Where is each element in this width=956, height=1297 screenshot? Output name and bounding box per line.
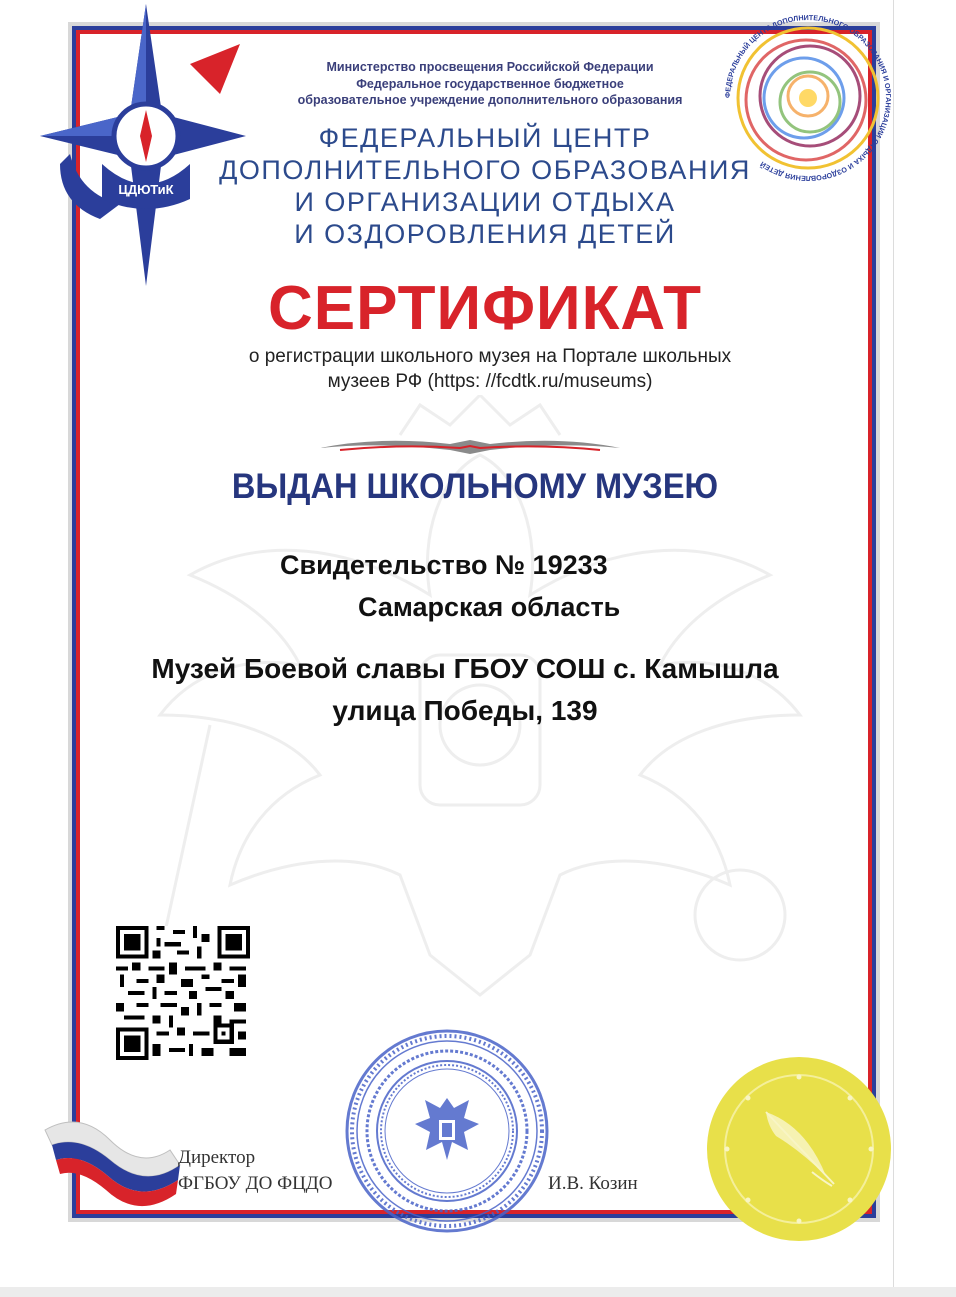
director-title xyxy=(178,1145,332,1197)
tricolor-ribbon-icon xyxy=(40,1110,190,1220)
center-name-line: ФЕДЕРАЛЬНЫЙ ЦЕНТР xyxy=(318,123,652,153)
qr-code-icon xyxy=(116,926,250,1060)
ministry-line: Федеральное государственное бюджетное xyxy=(356,76,624,91)
ribbon-divider-icon xyxy=(320,430,620,460)
certificate-subtitle xyxy=(200,344,780,394)
ministry-line: Министерство просвещения Российской Федерации xyxy=(326,60,654,74)
swirl-ring-text: ФЕДЕРАЛЬНЫЙ ЦЕНТР ДОПОЛНИТЕЛЬНОГО ОБРАЗОВАНИЯ И ОРГАНИЗАЦИИ ОТДЫХА И ОЗДОРОВЛЕНИЯ ДЕТЕЙ xyxy=(722,12,894,184)
ministry-line: образовательное учреждение дополнительного образования xyxy=(297,93,683,107)
region-name: Самарская область xyxy=(358,592,621,622)
signer-name: И.В. Козин xyxy=(548,1173,638,1194)
gold-seal-icon xyxy=(706,1056,892,1242)
official-stamp-icon xyxy=(344,1028,550,1234)
center-name xyxy=(200,122,770,250)
certificate-number: Свидетельство № 19233 xyxy=(280,550,608,580)
center-name-line: И ОЗДОРОВЛЕНИЯ ДЕТЕЙ xyxy=(294,219,676,249)
page-bottom-edge xyxy=(0,1287,956,1297)
subtitle-line: музеев РФ (https: //fcdtk.ru/museums) xyxy=(327,371,653,392)
page-right-rule xyxy=(893,0,894,1287)
certificate-title: СЕРТИФИКАТ xyxy=(268,274,702,343)
museum-address: улица Победы, 139 xyxy=(332,695,598,726)
ministry-header xyxy=(250,59,730,109)
director-line: Директор xyxy=(178,1147,256,1168)
center-name-line: ДОПОЛНИТЕЛЬНОГО ОБРАЗОВАНИЯ xyxy=(219,155,751,185)
director-line: ФГБОУ ДО ФЦДО xyxy=(178,1173,333,1194)
issued-to-heading: ВЫДАН ШКОЛЬНОМУ МУЗЕЮ xyxy=(231,467,719,506)
museum-name: Музей Боевой славы ГБОУ СОШ с. Камышла xyxy=(151,653,779,684)
museum-info xyxy=(100,648,830,732)
subtitle-line: о регистрации школьного музея на Портале школьных xyxy=(248,346,732,367)
center-name-line: И ОРГАНИЗАЦИИ ОТДЫХА xyxy=(294,187,676,217)
logo-text: ЦДЮТиК xyxy=(118,182,174,197)
